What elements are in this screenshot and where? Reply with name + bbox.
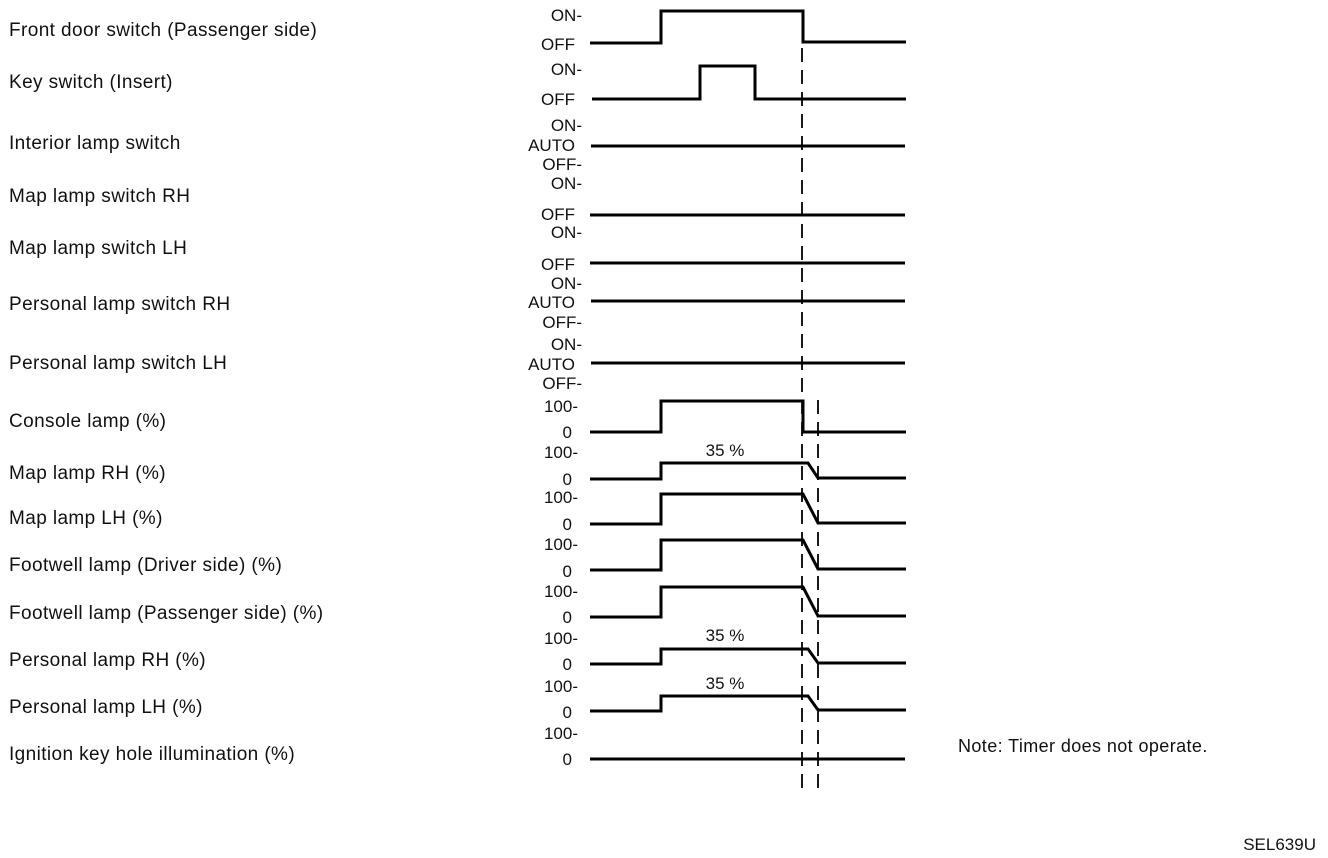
level-label: 0 xyxy=(562,608,572,627)
percent-annotation: 35 % xyxy=(705,626,745,645)
level-label: 100- xyxy=(543,535,578,554)
level-label: OFF xyxy=(541,90,575,109)
level-label: ON- xyxy=(550,335,582,354)
level-label: OFF xyxy=(541,35,575,54)
level-label: 100- xyxy=(543,629,578,648)
signal-label-front-door-switch: Front door switch (Passenger side) xyxy=(9,20,318,41)
level-label: 0 xyxy=(562,470,572,489)
level-label: 100- xyxy=(543,443,578,462)
signal-label-ignition-key-hole: Ignition key hole illumination (%) xyxy=(9,744,296,765)
level-label: 0 xyxy=(562,750,572,769)
percent-annotation: 35 % xyxy=(705,441,745,460)
signal-label-personal-lamp-switch-lh: Personal lamp switch LH xyxy=(9,353,228,374)
level-label: 100- xyxy=(543,397,578,416)
level-label: 100- xyxy=(543,724,578,743)
waveform-key-switch xyxy=(592,66,906,99)
level-label: AUTO xyxy=(528,136,575,155)
signal-label-map-lamp-rh: Map lamp RH (%) xyxy=(9,463,166,484)
level-label: 0 xyxy=(562,655,572,674)
waveform-front-door-switch xyxy=(590,11,906,43)
level-label: 0 xyxy=(562,515,572,534)
level-label: ON- xyxy=(550,223,582,242)
level-label: ON- xyxy=(550,274,582,293)
signal-label-footwell-lamp-driver: Footwell lamp (Driver side) (%) xyxy=(9,555,283,576)
level-label: 0 xyxy=(562,703,572,722)
level-label: 100- xyxy=(543,677,578,696)
signal-label-personal-lamp-rh: Personal lamp RH (%) xyxy=(9,650,206,671)
level-label: OFF xyxy=(541,255,575,274)
waveform-map-lamp-rh xyxy=(590,463,906,479)
level-label: ON- xyxy=(550,60,582,79)
level-label: 0 xyxy=(562,562,572,581)
level-label: 100- xyxy=(543,582,578,601)
signal-label-personal-lamp-switch-rh: Personal lamp switch RH xyxy=(9,294,231,315)
level-label: OFF- xyxy=(542,313,582,332)
signal-label-personal-lamp-lh: Personal lamp LH (%) xyxy=(9,697,203,718)
waveform-personal-lamp-lh xyxy=(590,696,906,711)
level-label: AUTO xyxy=(528,355,575,374)
level-label: ON- xyxy=(550,116,582,135)
waveform-footwell-lamp-driver xyxy=(590,540,906,570)
note-text: Note: Timer does not operate. xyxy=(958,736,1208,756)
signal-label-footwell-lamp-passenger: Footwell lamp (Passenger side) (%) xyxy=(9,603,324,624)
level-label: OFF- xyxy=(542,155,582,174)
level-label: OFF- xyxy=(542,374,582,393)
waveform-personal-lamp-rh xyxy=(590,649,906,664)
waveform-map-lamp-lh xyxy=(590,494,906,524)
signal-label-interior-lamp-switch: Interior lamp switch xyxy=(9,133,181,154)
level-label: OFF xyxy=(541,205,575,224)
percent-annotation: 35 % xyxy=(705,674,745,693)
figure-code: SEL639U xyxy=(1243,835,1316,854)
level-label: AUTO xyxy=(528,293,575,312)
level-label: ON- xyxy=(550,174,582,193)
waveform-console-lamp xyxy=(590,401,906,432)
signal-label-map-lamp-switch-rh: Map lamp switch RH xyxy=(9,186,191,207)
signal-label-map-lamp-lh: Map lamp LH (%) xyxy=(9,508,163,529)
level-label: 100- xyxy=(543,488,578,507)
level-label: 0 xyxy=(562,423,572,442)
signal-label-map-lamp-switch-lh: Map lamp switch LH xyxy=(9,238,188,259)
waveform-footwell-lamp-passenger xyxy=(590,587,906,617)
signal-label-console-lamp: Console lamp (%) xyxy=(9,411,167,432)
level-label: ON- xyxy=(550,6,582,25)
signal-label-key-switch: Key switch (Insert) xyxy=(9,72,173,93)
